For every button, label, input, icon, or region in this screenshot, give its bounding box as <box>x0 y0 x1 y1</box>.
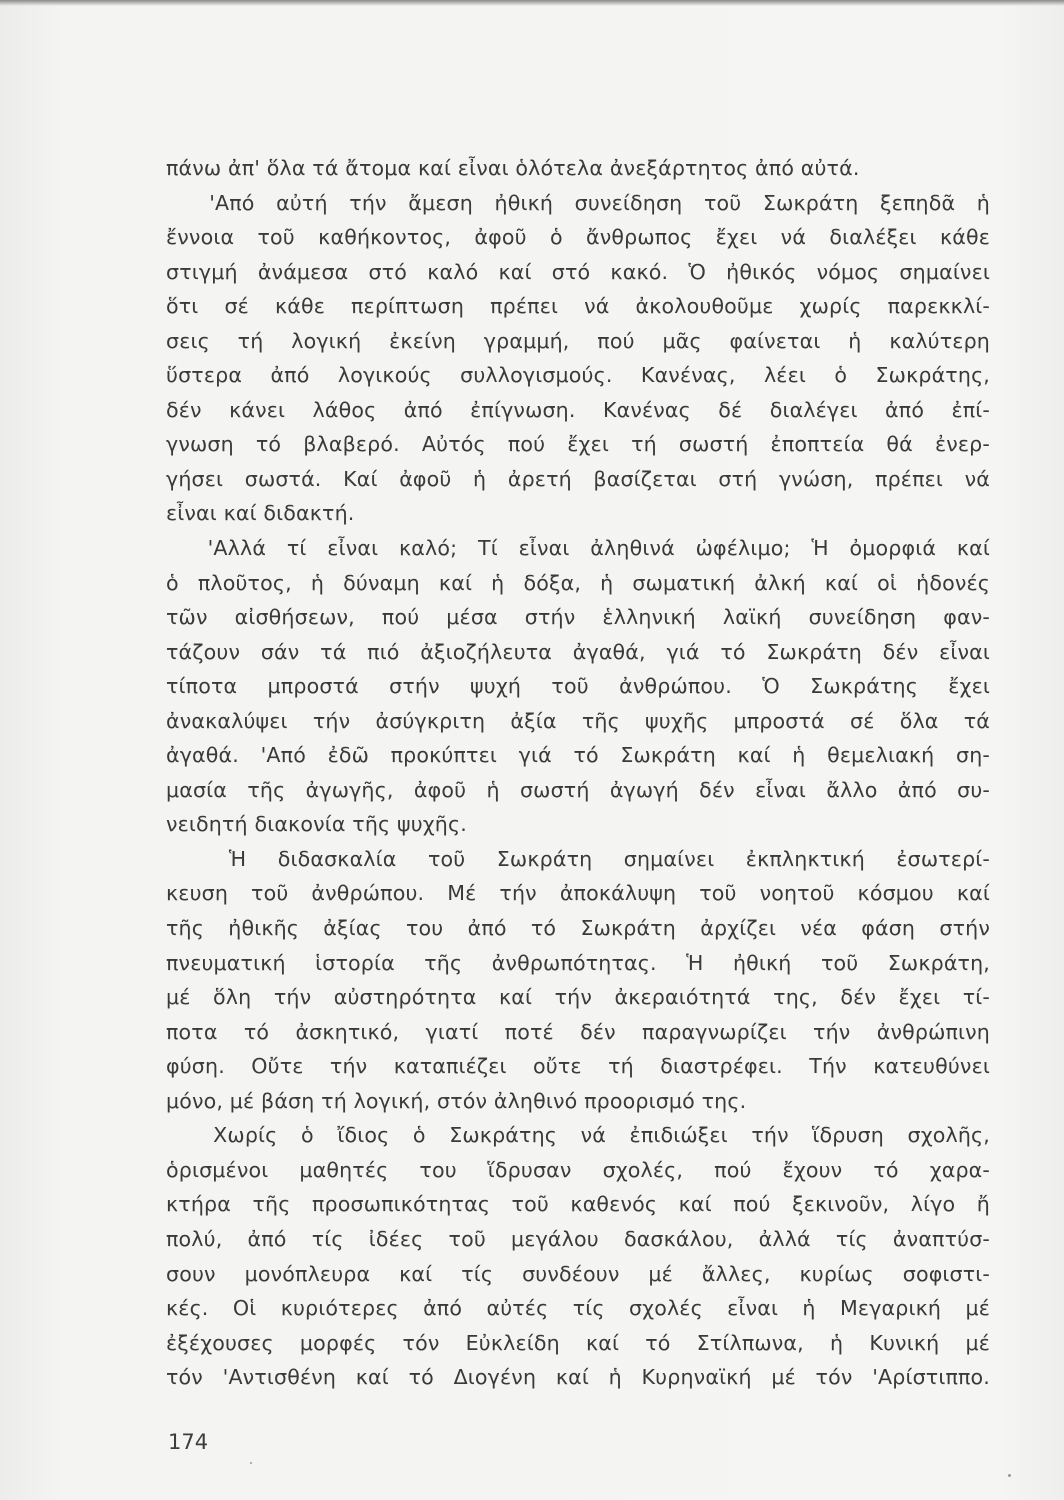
text-line: νειδητή διακονία τῆς ψυχῆς. <box>166 812 467 837</box>
text-line: κευση τοῦ ἀνθρώπου. Μέ τήν ἀποκάλυψη τοῦ νοητοῦ κόσμου καί <box>166 881 990 906</box>
text-line: 'Από αὐτή τήν ἄμεση ἠθική συνείδηση τοῦ Σωκράτη ξεπηδᾶ ἡ <box>166 190 990 215</box>
page-number: 174 <box>168 1430 209 1454</box>
text-line: μασία τῆς ἀγωγῆς, ἀφοῦ ἡ σωστή ἀγωγή δέν εἶναι ἄλλο ἀπό συ- <box>166 777 990 802</box>
text-line: πνευματική ἱστορία τῆς ἀνθρωπότητας. Ἡ ἠθική τοῦ Σωκράτη, <box>166 950 990 975</box>
text-line: εἶναι καί διδακτή. <box>166 501 355 526</box>
text-line: ὁρισμένοι μαθητές του ἵδρυσαν σχολές, πού ἔχουν τό χαρα- <box>166 1157 990 1182</box>
text-line: τῆς ἠθικῆς ἀξίας του ἀπό τό Σωκράτη ἀρχίζει νέα φάση στήν <box>166 916 990 941</box>
text-line: τῶν αἰσθήσεων, πού μέσα στήν ἑλληνική λαϊκή συνείδηση φαν- <box>166 605 990 630</box>
text-line: κτήρα τῆς προσωπικότητας τοῦ καθενός καί πού ξεκινοῦν, λίγο ἤ <box>166 1192 990 1217</box>
text-line: Χωρίς ὁ ἴδιος ὁ Σωκράτης νά ἐπιδιώξει τήν ἵδρυση σχολῆς, <box>166 1123 990 1148</box>
text-line: πολύ, ἀπό τίς ἰδέες τοῦ μεγάλου δασκάλου, ἀλλά τίς ἀναπτύσ- <box>166 1226 990 1251</box>
text-line: μόνο, μέ βάση τή λογική, στόν ἀληθινό προορισμό της. <box>166 1088 747 1113</box>
scan-speck <box>250 1462 252 1464</box>
text-line: ὕστερα ἀπό λογικούς συλλογισμούς. Κανένας, λέει ὁ Σωκράτης, <box>166 363 990 388</box>
scan-top-edge <box>0 0 1064 6</box>
text-line: μέ ὅλη τήν αὐστηρότητα καί τήν ἀκεραιότητά της, δέν ἔχει τί- <box>166 985 990 1010</box>
text-line: φύση. Οὔτε τήν καταπιέζει οὔτε τή διαστρέφει. Τήν κατευθύνει <box>166 1054 990 1079</box>
text-line: σεις τή λογική ἐκείνη γραμμή, πού μᾶς φαίνεται ἡ καλύτερη <box>166 328 990 353</box>
text-line: ποτα τό ἀσκητικό, γιατί ποτέ δέν παραγνωρίζει τήν ἀνθρώπινη <box>166 1019 990 1044</box>
text-line: γνωση τό βλαβερό. Αὐτός πού ἔχει τή σωστή ἐποπτεία θά ἐνερ- <box>166 432 990 457</box>
text-line: δέν κάνει λάθος ἀπό ἐπίγνωση. Κανένας δέ διαλέγει ἀπό ἐπί- <box>166 397 990 422</box>
text-line: ἔννοια τοῦ καθήκοντος, ἀφοῦ ὁ ἄνθρωπος ἔχει νά διαλέξει κάθε <box>166 225 990 250</box>
text-line: στιγμή ἀνάμεσα στό καλό καί στό κακό. Ὁ ἠθικός νόμος σημαίνει <box>166 259 990 284</box>
text-line: 'Αλλά τί εἶναι καλό; Τί εἶναι ἀληθινά ὠφέλιμο; Ἡ ὀμορφιά καί <box>166 536 990 561</box>
text-line: ἀνακαλύψει τήν ἀσύγκριτη ἀξία τῆς ψυχῆς μπροστά σέ ὅλα τά <box>166 708 990 733</box>
text-line: τίποτα μπροστά στήν ψυχή τοῦ ἀνθρώπου. Ὁ Σωκράτης ἔχει <box>166 674 990 699</box>
text-line: Ἡ διδασκαλία τοῦ Σωκράτη σημαίνει ἐκπληκτική ἐσωτερί- <box>166 846 990 871</box>
text-line: ὁ πλοῦτος, ἡ δύναμη καί ἡ δόξα, ἡ σωματική ἀλκή καί οἱ ἡδονές <box>166 570 990 595</box>
text-line: σουν μονόπλευρα καί τίς συνδέουν μέ ἄλλες, κυρίως σοφιστι- <box>166 1261 990 1286</box>
text-line: ἀγαθά. 'Από ἐδῶ προκύπτει γιά τό Σωκράτη καί ἡ θεμελιακή ση- <box>166 743 990 768</box>
text-line: τάζουν σάν τά πιό ἀξιοζήλευτα ἀγαθά, γιά τό Σωκράτη δέν εἶναι <box>166 639 990 664</box>
text-line: γήσει σωστά. Καί ἀφοῦ ἡ ἀρετή βασίζεται στή γνώση, πρέπει νά <box>166 466 990 491</box>
scan-speck <box>1008 1474 1011 1477</box>
text-line: τόν 'Αντισθένη καί τό Διογένη καί ἡ Κυρηναϊκή μέ τόν 'Αρίστιππο. <box>166 1365 990 1390</box>
text-line: ἐξέχουσες μορφές τόν Εὐκλείδη καί τό Στίλπωνα, ἡ Κυνική μέ <box>166 1330 990 1355</box>
text-line: πάνω ἀπ' ὅλα τά ἄτομα καί εἶναι ὁλότελα ἀνεξάρτητος ἀπό αὐτά. <box>166 156 860 180</box>
text-line: κές. Οἱ κυριότερες ἀπό αὐτές τίς σχολές εἶναι ἡ Μεγαρική μέ <box>166 1296 990 1321</box>
text-line: ὅτι σέ κάθε περίπτωση πρέπει νά ἀκολουθοῦμε χωρίς παρεκκλί- <box>166 294 990 319</box>
body-text <box>166 151 990 1395</box>
